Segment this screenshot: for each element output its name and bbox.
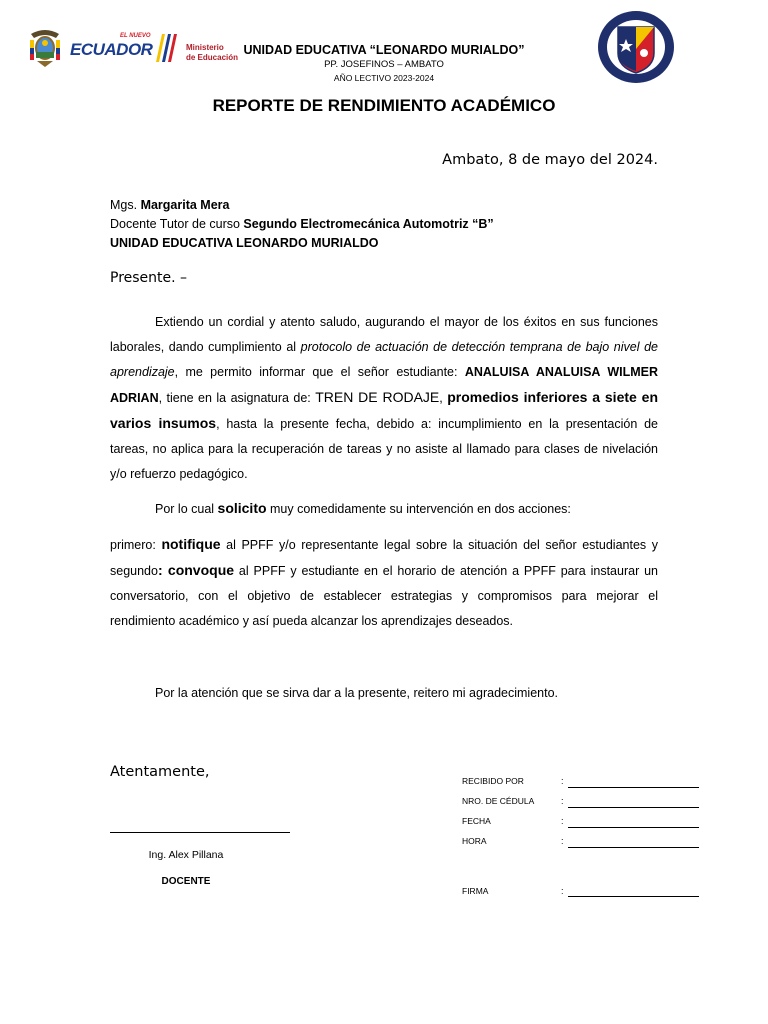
- receipt-colon: :: [561, 796, 564, 806]
- school-name: UNIDAD EDUCATIVA “LEONARDO MURIALDO”: [243, 43, 525, 57]
- p1-averages: promedios inferiores a siete en varios insumos: [110, 389, 659, 431]
- p1-text-a: Extiendo un cordial y atento saludo, augurando el mayor de los éxitos en sus funciones laborales, dando cumplimiento al: [110, 315, 658, 354]
- paragraph-2: [110, 496, 658, 522]
- receipt-field-cedula: [568, 807, 699, 808]
- report-title: REPORTE DE RENDIMIENTO ACADÉMICO: [212, 96, 556, 115]
- receipt-colon: :: [561, 886, 564, 896]
- receipt-colon: :: [561, 776, 564, 786]
- p2-text-c: muy comedidamente su intervención en dos acciones:: [266, 502, 571, 516]
- paragraph-1: [110, 310, 658, 487]
- ministry-line1: Ministerio: [186, 43, 224, 52]
- p3-notifique: notifique: [161, 536, 221, 552]
- paragraph-3: [110, 532, 658, 634]
- signature-line: [110, 832, 290, 833]
- presente-greeting: Presente. –: [110, 270, 188, 286]
- signer-role: DOCENTE: [161, 876, 211, 887]
- receipt-label-fecha: FECHA: [462, 816, 491, 826]
- receipt-field-recibido: [568, 787, 699, 788]
- receipt-field-firma: [568, 896, 699, 897]
- p1-text-i: , hasta la presente fecha, debido a: incumplimiento en la presentación de tareas, no aplica para la recuperación de tareas y no asiste al llamado para clases de nivelación y/o refuerzo pedagógico.: [110, 417, 659, 481]
- signer-name: Ing. Alex Pillana: [148, 849, 224, 861]
- p1-protocol: protocolo de actuación de detección temprana de bajo nivel de aprendizaje: [110, 340, 658, 379]
- school-seal-icon: [596, 9, 676, 85]
- closing-text: Atentamente,: [110, 764, 210, 780]
- p2-solicito: solicito: [217, 500, 267, 516]
- p3-text-e: al PPFF y estudiante en el horario de atención a PPFF para instaurar un conversatorio, con el objetivo de establecer estrategias y compromisos para mejorar el rendimiento académico y así pueda alcanzar los aprendizajes deseados.: [110, 564, 659, 628]
- p3-text-c: al PPFF y/o representante legal sobre la situación del señor estudiantes y segundo: [110, 538, 658, 578]
- p1-text-c: , me permito informar que el señor estudiante:: [174, 365, 465, 379]
- receipt-field-fecha: [568, 827, 699, 828]
- receipt-label-firma: FIRMA: [462, 886, 489, 896]
- recipient-prefix: Mgs.: [110, 198, 141, 212]
- receipt-label-cedula: NRO. DE CÉDULA: [462, 796, 535, 806]
- p3-convoque: : convoque: [157, 562, 235, 578]
- recipient-name: Margarita Mera: [140, 198, 230, 212]
- receipt-colon: :: [561, 836, 564, 846]
- recipient-role: Docente Tutor de curso: [110, 217, 244, 231]
- receipt-colon: :: [561, 816, 564, 826]
- school-year: AÑO LECTIVO 2023-2024: [333, 73, 435, 83]
- receipt-label-hora: HORA: [462, 836, 487, 846]
- p1-text-g: ,: [439, 391, 448, 405]
- letter-date: Ambato, 8 de mayo del 2024.: [442, 152, 658, 168]
- p1-text-e: , tiene en la asignatura de:: [158, 391, 316, 405]
- p3-text-a: primero:: [110, 538, 162, 552]
- recipient-role-line: [110, 217, 494, 231]
- brand-name-text: ECUADOR: [70, 40, 153, 59]
- p2-text-a: Por lo cual: [155, 502, 218, 516]
- recipient-course: Segundo Electromecánica Automotriz “B”: [243, 217, 494, 231]
- brand-small-text: EL NUEVO: [120, 33, 151, 39]
- receipt-label-recibido: RECIBIDO POR: [462, 776, 524, 786]
- paragraph-4: Por la atención que se sirva dar a la presente, reitero mi agradecimiento.: [155, 686, 558, 700]
- recipient-name-line: [110, 198, 230, 212]
- school-city: PP. JOSEFINOS – AMBATO: [324, 59, 444, 70]
- recipient-institution: UNIDAD EDUCATIVA LEONARDO MURIALDO: [110, 236, 379, 250]
- p1-student-name: ANALUISA ANALUISA WILMER ADRIAN: [110, 365, 659, 405]
- p1-subject: TREN DE RODAJE: [315, 389, 440, 405]
- ministry-line2: de Educación: [186, 53, 239, 62]
- receipt-field-hora: [568, 847, 699, 848]
